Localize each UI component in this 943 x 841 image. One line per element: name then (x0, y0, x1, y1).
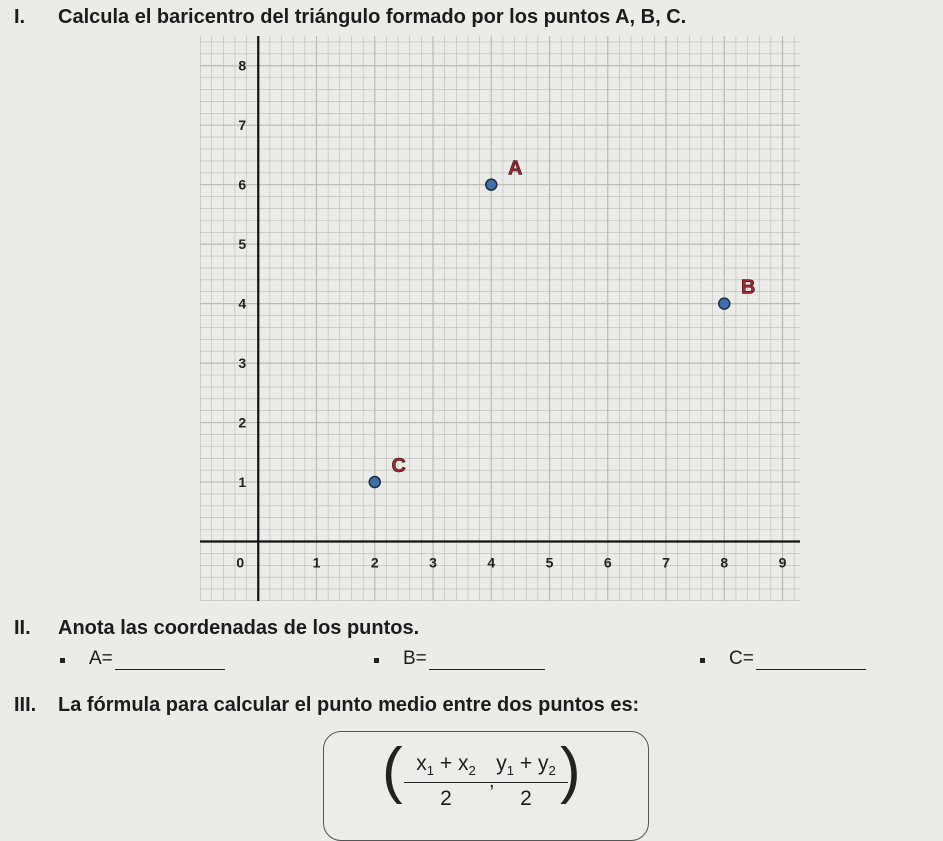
point-c (369, 477, 380, 488)
y-tick-label: 8 (238, 57, 247, 74)
answer-c (700, 648, 866, 670)
y-tick-label: 5 (238, 236, 247, 253)
y-tick-label: 2 (238, 414, 247, 431)
answer-b-blank[interactable] (429, 651, 545, 670)
section-2-text: Anota las coordenadas de los puntos. (58, 617, 420, 639)
y-numerator: $y_1 + y_2$ (484, 752, 568, 783)
answer-a-blank[interactable] (115, 651, 225, 670)
x-denominator: 2 (440, 787, 452, 811)
right-paren: ) (560, 736, 581, 805)
y-tick-label: 1 (238, 474, 247, 491)
answer-a-label: A= (89, 648, 113, 669)
point-label-c: C (391, 455, 406, 478)
answer-a (60, 648, 225, 670)
x-tick-label: 2 (370, 554, 379, 571)
point-label-a: A (508, 157, 523, 180)
bullet-icon (700, 658, 705, 663)
x-tick-label: 9 (778, 554, 787, 571)
bullet-icon (374, 658, 379, 663)
y-tick-label: 3 (238, 355, 247, 372)
section-1-text: Calcula el baricentro del triángulo formado por los puntos A, B, C. (58, 6, 687, 28)
y-tick-label: 6 (238, 176, 247, 193)
section-2-number: II. (14, 617, 31, 639)
x-fraction (404, 752, 488, 811)
y-tick-label: 4 (238, 295, 247, 312)
point-label-b: B (741, 276, 756, 299)
section-3-heading (14, 694, 639, 717)
left-paren: ( (382, 736, 403, 805)
x-tick-label: 8 (720, 554, 729, 571)
point-a (486, 179, 497, 190)
section-3-number: III. (14, 694, 37, 716)
x-numerator: $x_1 + x_2$ (404, 752, 488, 783)
section-3-text: La fórmula para calcular el punto medio entre dos puntos es: (58, 694, 640, 716)
answer-b (374, 648, 545, 670)
formula-separator: , (489, 770, 495, 792)
x-tick-label: 7 (662, 554, 670, 571)
y-tick-label: 7 (238, 117, 247, 134)
x-tick-label: 5 (545, 554, 554, 571)
x-tick-label: 4 (487, 554, 496, 571)
point-b (719, 298, 730, 309)
x-tick-label: 6 (603, 554, 612, 571)
section-1-number: I. (14, 6, 26, 28)
y-fraction (484, 752, 568, 811)
y-denominator: 2 (520, 787, 532, 811)
section-2-heading (14, 617, 419, 640)
section-1-heading (14, 6, 686, 29)
bullet-icon (60, 658, 65, 663)
x-tick-label: 0 (236, 554, 245, 571)
answer-b-label: B= (403, 648, 427, 669)
answer-c-label: C= (729, 648, 754, 669)
x-tick-label: 3 (429, 554, 437, 571)
x-tick-label: 1 (312, 554, 321, 571)
coordinate-graph (200, 36, 800, 601)
answer-c-blank[interactable] (756, 651, 866, 670)
